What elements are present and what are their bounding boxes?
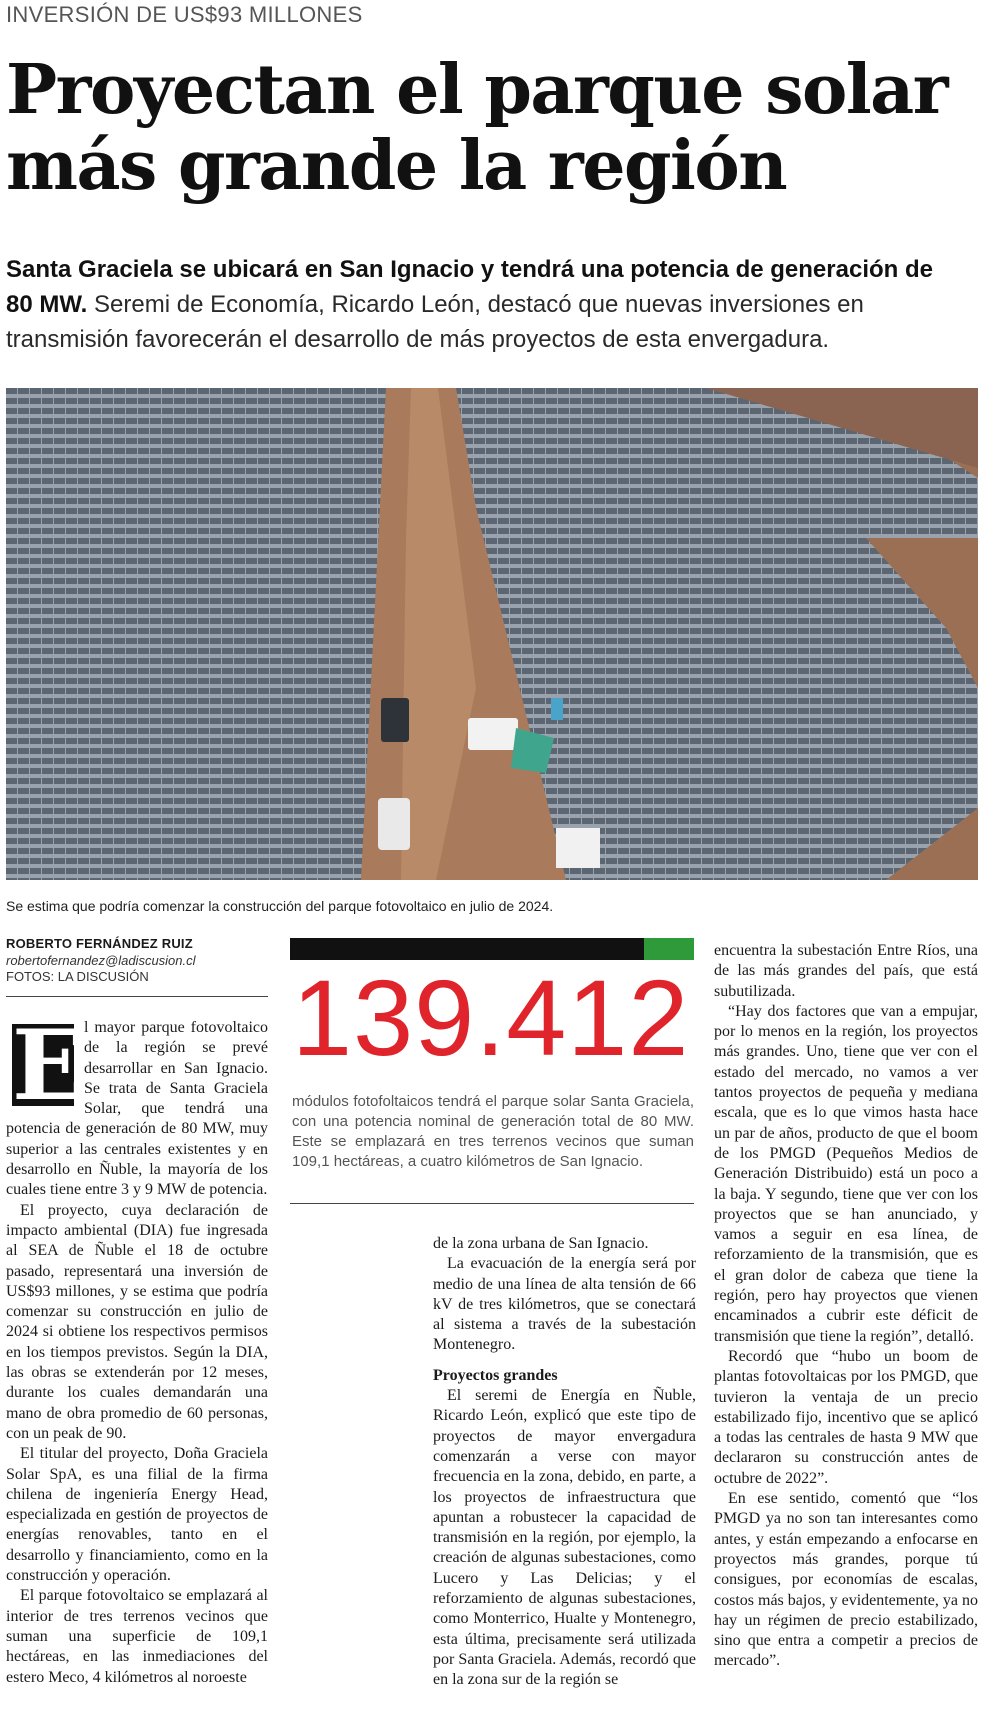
byline-divider bbox=[6, 996, 268, 997]
paragraph: El seremi de Energía en Ñuble, Ricardo León, explicó que este tipo de proyectos de mayor envergadura comenzarán a verse con mayor frecuencia en la zona, debido, en parte, a los proyectos de infraestructura que apuntan a robustecer la capacidad de transmisión en la región, por ejemplo, la creación de algunas subestaciones, como Lucero y Las Delicias; y el reforzamiento de algunas subestaciones, como Monterrico, Hualte y Montenegro, esta última, precisamente será utilizada por Santa Graciela. Además, recordó que en la zona sur de la región se bbox=[433, 1387, 696, 1689]
paragraph: En ese sentido, comentó que “los PMGD ya no son tan interesantes como antes, y están empezando a enfocarse en proyectos más grandes, porque tú consigues, por economías de escalas, costos más bajos, y evidentemente, ya no hay un régimen de precio estabilizado, sino que entra a competir a precios de mercado”. bbox=[714, 1490, 978, 1670]
paragraph: de la zona urbana de San Ignacio. bbox=[433, 1235, 649, 1252]
stat-description: módulos fotofoltaicos tendrá el parque solar Santa Graciela, con una potencia nominal de generación total de 80 MW. Este se emplazará en tres terrenos vecinos que suman 109,1 hectáreas, a cuatro kilómetros de San Ignacio. bbox=[292, 1093, 694, 1170]
stat-number: 139.412 bbox=[292, 957, 690, 1078]
body-column-3 bbox=[714, 941, 978, 1716]
paragraph: “Hay dos factores que van a empujar, por lo menos en la región, los proyectos más grandes. Uno, tiene que ver con el estado del mercado, no vamos a ver tantos proyectos de pequeña y mediana escala, que es lo que vimos hasta hace un par de años, producto de que el boom de los PMGD (Pequeños Medios de Generación Distribuido) está un poco a la baja. Y segundo, tiene que ver con los proyectos que se han anunciado, y vamos a seguir en esa línea, de reforzamiento de la transmisión, que es el gran dolor de cabeza que tiene la región, pero hay proyectos que vienen encaminados a cubrir este déficit de transmisión que tiene la región”, detalló. bbox=[714, 1002, 978, 1345]
author-name: ROBERTO FERNÁNDEZ RUIZ bbox=[6, 936, 193, 951]
paragraph: El proyecto, cuya declaración de impacto ambiental (DIA) fue ingresada al SEA de Ñuble el 18 de octubre pasado, representará una inversión de US$93 millones, y se estima que podría comenzar su construcción en julio de 2024 si obtiene los respectivos permisos en los tiempos previstos. Según la DIA, las obras se extenderán por 12 meses, durante los cuales demandarán una mano de obra promedio de 60 personas, con un peak de 90. bbox=[6, 1201, 268, 1442]
author-email: robertofernandez@ladiscusion.cl bbox=[6, 953, 196, 968]
drop-cap: E bbox=[12, 1018, 86, 1122]
stat-divider bbox=[290, 1203, 694, 1204]
body-column-1 bbox=[6, 1018, 268, 1714]
solar-park-photo bbox=[6, 388, 978, 880]
paragraph: l mayor parque fotovoltaico de la región se prevé desarrollar en San Ignacio. Se trata de Santa Graciela Solar, que tendrá una potencia de generación de 80 MW, muy superior a las centrales existentes y en desarrollo en Ñuble, la mayoría de los cuales tiene entre 3 y 9 MW de potencia. bbox=[6, 1019, 268, 1199]
dek bbox=[6, 252, 966, 357]
photo-credit: FOTOS: LA DISCUSIÓN bbox=[6, 969, 149, 984]
paragraph: Recordó que “hubo un boom de plantas fotovoltaicas por los PMGD, que tuvieron la ventaja de un precio estabilizado fijo, incentivo que se aplicó a todas las centrales de hasta 9 MW que declararon su construcción antes de octubre de 2022”. bbox=[714, 1347, 978, 1487]
kicker: INVERSIÓN DE US$93 MILLONES bbox=[6, 2, 363, 27]
paragraph: El parque fotovoltaico se emplazará al interior de tres terrenos vecinos que suman una superficie de 109,1 hectáreas, en las inmediaciones del estero Meco, 4 kilómetros al noroeste bbox=[6, 1587, 268, 1686]
headline: Proyectan el parque solar más grande la región bbox=[6, 50, 948, 206]
subhead: Proyectos grandes bbox=[433, 1366, 558, 1384]
byline bbox=[6, 936, 268, 984]
dek-text: Seremi de Economía, Ricardo León, destacó que nuevas inversiones en transmisión favorecerán el desarrollo de más proyectos de esta envergadura. bbox=[6, 291, 864, 353]
paragraph: El titular del proyecto, Doña Graciela Solar SpA, es una filial de la firma chilena de ingeniería Energy Head, especializada en gestión de proyectos de energías renovables, tanto en el desarrollo y financiamiento, como en la construcción y operación. bbox=[6, 1445, 268, 1585]
dek-lead: Santa Graciela se ubicará en San Ignacio y tendrá una potencia de generación de 80 MW. bbox=[6, 256, 933, 318]
body-column-2 bbox=[433, 1234, 696, 1712]
paragraph: La evacuación de la energía será por medio de una línea de alta tensión de 66 kV de tres kilómetros, que se conectará al sistema a través de la subestación Montenegro. bbox=[433, 1255, 696, 1354]
photo-caption: Se estima que podría comenzar la construcción del parque fotovoltaico en julio de 2024. bbox=[6, 898, 554, 914]
paragraph: encuentra la subestación Entre Ríos, una de las más grandes del país, que está subutilizada. bbox=[714, 942, 978, 1000]
